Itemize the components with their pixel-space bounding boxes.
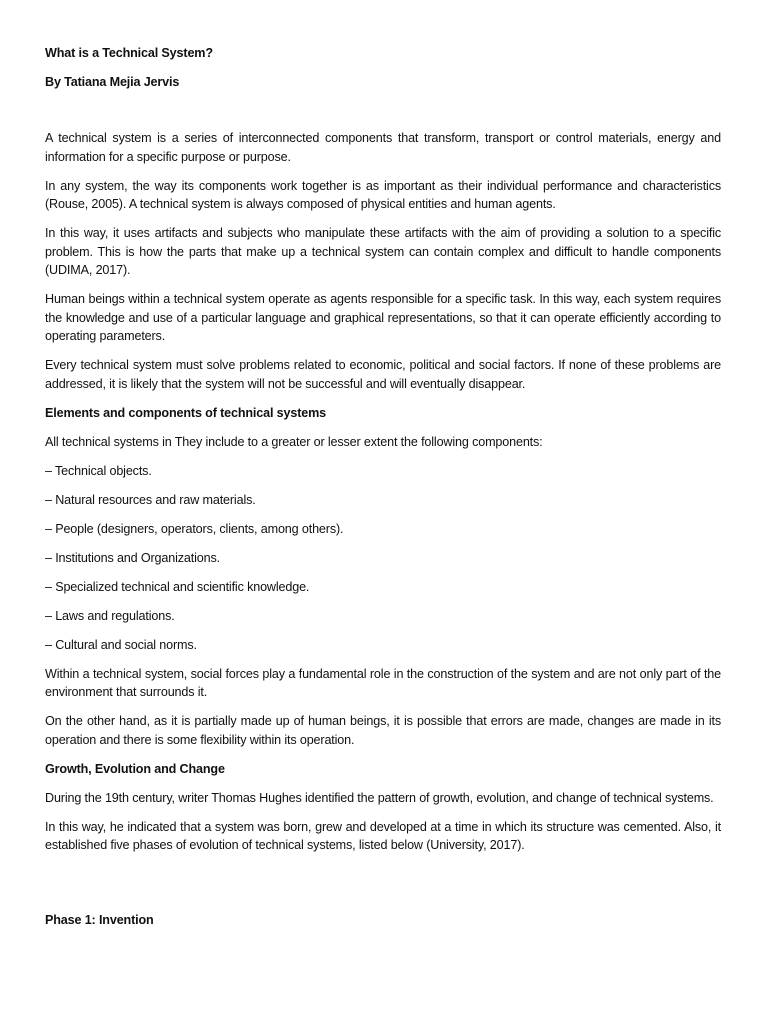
components-list <box>45 462 721 655</box>
list-item: – Cultural and social norms. <box>45 637 197 652</box>
paragraph: In this way, it uses artifacts and subjects who manipulate these artifacts with the aim of providing a solution to a specific problem. This is how the parts that make up a technical system can contain complex and difficult to handle components (UDIMA, 2017). <box>45 226 721 277</box>
document-page <box>45 44 721 940</box>
section-heading-growth: Growth, Evolution and Change <box>45 761 225 776</box>
list-item: – Technical objects. <box>45 463 152 478</box>
list-item: – Natural resources and raw materials. <box>45 492 256 507</box>
paragraph: In this way, he indicated that a system was born, grew and developed at a time in which its structure was cemented. Also, it established five phases of evolution of technical systems, listed below (University, 2017). <box>45 819 721 852</box>
list-item: – Laws and regulations. <box>45 608 175 623</box>
paragraph: Every technical system must solve problems related to economic, political and social factors. If none of these problems are addressed, it is likely that the system will not be successful and will eventually disappear. <box>45 358 721 391</box>
section-heading-elements: Elements and components of technical systems <box>45 405 327 420</box>
document-title: What is a Technical System? <box>45 46 213 60</box>
paragraph: During the 19th century, writer Thomas Hughes identified the pattern of growth, evolution, and change of technical systems. <box>45 790 714 805</box>
paragraph: Human beings within a technical system operate as agents responsible for a specific task. In this way, each system requires the knowledge and use of a particular language and graphical representations, so that it can operate efficiently according to operating parameters. <box>45 292 721 343</box>
document-author: By Tatiana Mejia Jervis <box>45 74 180 89</box>
list-item: – People (designers, operators, clients, among others). <box>45 521 344 536</box>
paragraph: In any system, the way its components work together is as important as their individual performance and characteristics (Rouse, 2005). A technical system is always composed of physical entities and human agents. <box>45 178 721 211</box>
paragraph: On the other hand, as it is partially made up of human beings, it is possible that errors are made, changes are made in its operation and there is some flexibility within its operation. <box>45 714 721 747</box>
section-heading-phase1: Phase 1: Invention <box>45 912 154 927</box>
paragraph: All technical systems in They include to a greater or lesser extent the following components: <box>45 434 543 449</box>
paragraph: A technical system is a series of interconnected components that transform, transport or control materials, energy and information for a specific purpose or purpose. <box>45 131 721 164</box>
paragraph: Within a technical system, social forces play a fundamental role in the construction of the system and are not only part of the environment that surrounds it. <box>45 666 721 699</box>
list-item: – Institutions and Organizations. <box>45 550 220 565</box>
list-item: – Specialized technical and scientific knowledge. <box>45 579 310 594</box>
